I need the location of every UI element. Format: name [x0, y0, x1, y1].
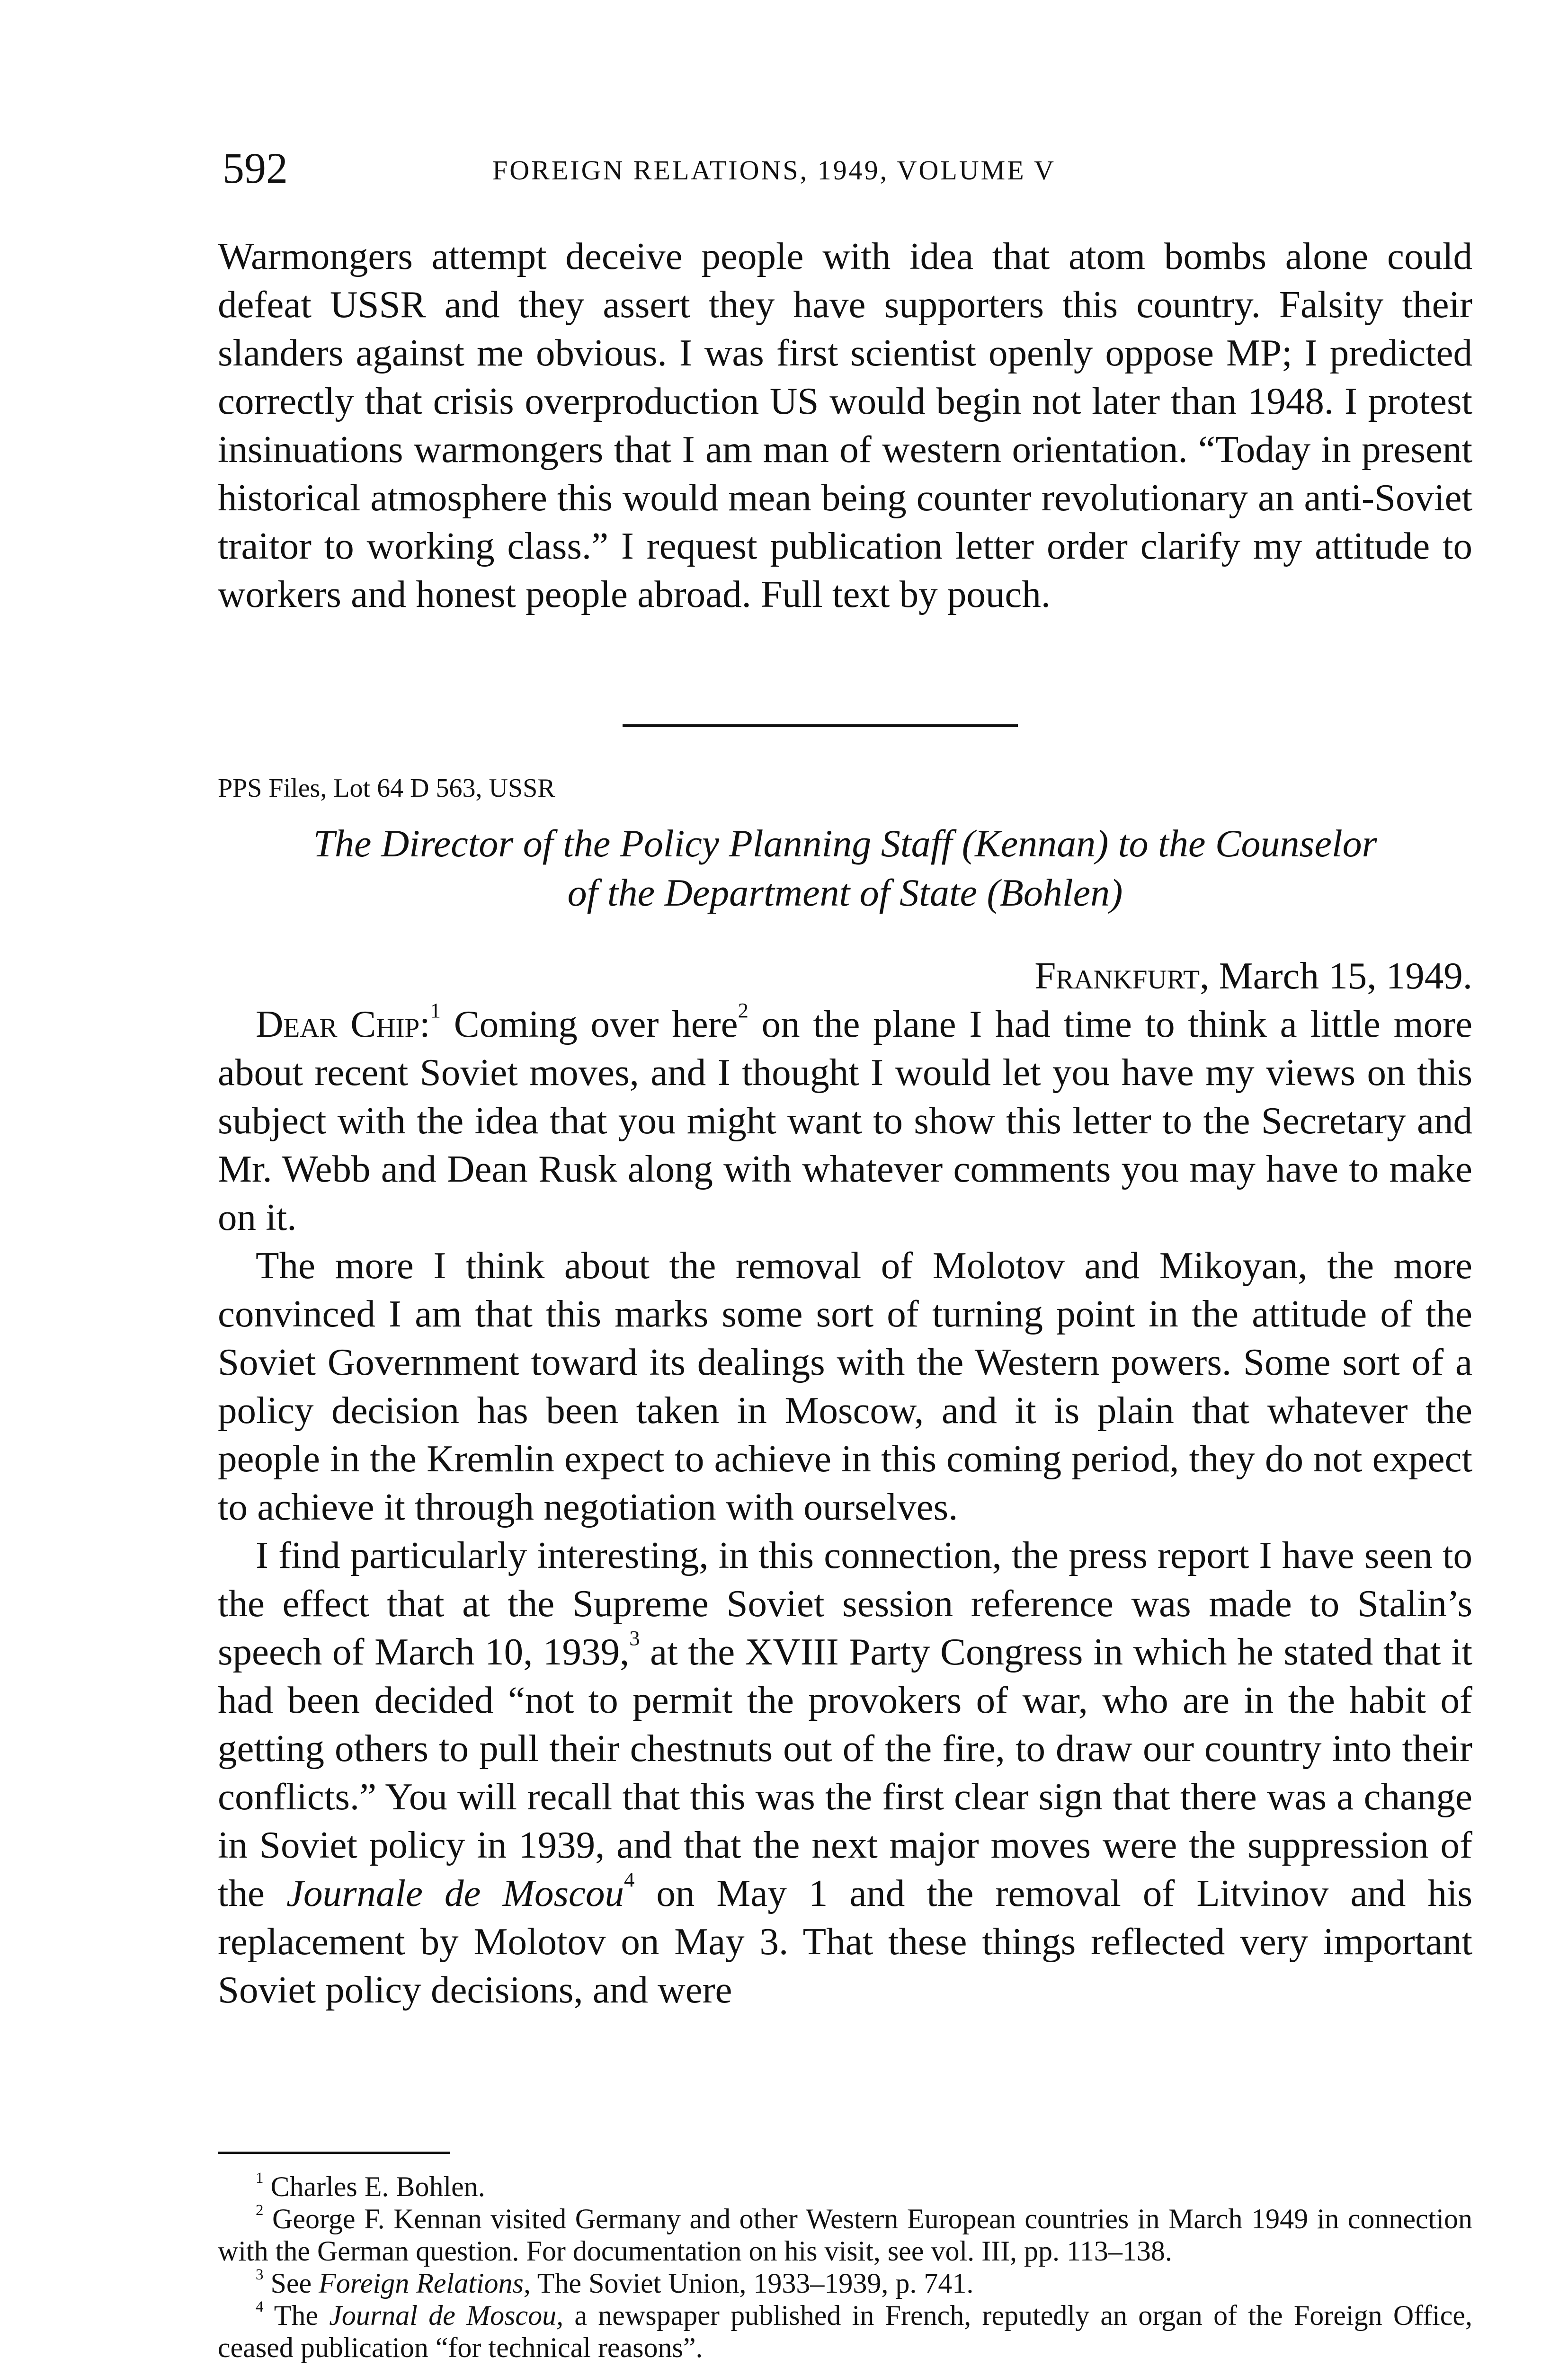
salutation: Dear Chip:	[256, 1003, 430, 1045]
footnote-4-text-b: a newspaper published in French, reputedly an organ of the Foreign Office, ceased publication “for technical reasons”.	[218, 2300, 1472, 2363]
footnote-1	[218, 2171, 1472, 2203]
paragraph-3-text-c: on May 1 and the removal of Litvinov and his replacement by Molotov on May 3. That these things reflected very important Soviet policy decisions, and were	[218, 1872, 1472, 2011]
footnote-4-text-a: The	[274, 2300, 318, 2331]
page-number: 592	[223, 144, 288, 192]
paragraph-1-text-b: on the plane I had time to think a little more about recent Soviet moves, and I thought I would let you have my views on this subject with the idea that you might want to show this letter to the Secretary and Mr. Webb and Dean Rusk along with whatever comments you may have to make on it.	[218, 1003, 1473, 1238]
paragraph-1	[218, 1000, 1472, 1241]
footnote-ref-3: 3	[629, 1626, 640, 1650]
footnotes	[218, 2171, 1472, 2364]
footnote-3-marker: 3	[256, 2266, 264, 2283]
footnote-4-italic: Journal de Moscou,	[329, 2300, 564, 2331]
running-head	[223, 142, 1468, 194]
paragraph-3	[218, 1531, 1472, 2014]
footnote-ref-2: 2	[738, 998, 748, 1022]
document-title-line-2: of the Department of State (Bohlen)	[567, 871, 1123, 914]
paragraph-3-text-a: I find particularly interesting, in this connection, the press report I have seen to the effect that at the Supreme Soviet session reference was made to Stalin’s speech of March 10, 1939,	[218, 1534, 1472, 1673]
dateline	[218, 952, 1472, 1000]
footnote-2-text: George F. Kennan visited Germany and other Western European countries in March 1949 in connection with the German question. For documentation on his visit, see vol. III, pp. 113–138.	[218, 2203, 1473, 2267]
source-note: PPS Files, Lot 64 D 563, USSR	[218, 774, 555, 803]
footnote-rule	[218, 2152, 450, 2154]
footnote-1-text: Charles E. Bohlen.	[270, 2171, 485, 2202]
document-title	[218, 819, 1472, 917]
footnote-ref-4: 4	[624, 1868, 635, 1891]
document-title-line-1: The Director of the Policy Planning Staff (Kennan) to the Counselor	[313, 822, 1377, 865]
footnote-2	[218, 2203, 1472, 2267]
footnote-1-marker: 1	[256, 2170, 264, 2187]
footnote-3	[218, 2267, 1472, 2299]
footnote-3-text-a: See	[270, 2268, 312, 2299]
footnote-4	[218, 2299, 1472, 2364]
footnote-4-marker: 4	[256, 2298, 264, 2315]
footnote-3-text-b: The Soviet Union, 1933–1939, p. 741.	[537, 2268, 974, 2299]
letter-body	[218, 1000, 1472, 2014]
telegram-continuation: Warmongers attempt deceive people with idea that atom bombs alone could defeat USSR and they assert they have supporters this country. Falsity their slanders against me obvious. I was first scientist openly oppose MP; I predicted correctly that crisis overproduction US would begin not later than 1948. I protest insinuations warmongers that I am man of western orientation. “Today in present historical atmosphere this would mean being counter revolutionary an anti-Soviet traitor to working class.” I request publication letter order clarify my attitude to workers and honest people abroad. Full text by pouch.	[218, 235, 1472, 615]
section-divider	[623, 724, 1018, 727]
footnote-2-marker: 2	[256, 2202, 264, 2219]
paragraph-2: The more I think about the removal of Molotov and Mikoyan, the more convinced I am that this marks some sort of turning point in the attitude of the Soviet Government toward its dealings with the Western powers. Some sort of a policy decision has been taken in Moscow, and it is plain that whatever the people in the Kremlin expect to achieve in this coming period, they do not expect to achieve it through negotiation with ourselves.	[218, 1244, 1472, 1528]
journal-title: Journale de Moscou	[286, 1872, 624, 1914]
footnote-3-italic: Foreign Relations,	[319, 2268, 531, 2299]
dateline-place: Frankfurt,	[1034, 954, 1210, 997]
dateline-date: March 15, 1949.	[1219, 954, 1472, 997]
footnote-ref-1: 1	[430, 998, 441, 1022]
paragraph-1-text-a: Coming over here	[454, 1003, 738, 1045]
running-title: FOREIGN RELATIONS, 1949, VOLUME V	[492, 155, 1056, 186]
paragraph-3-text-b: at the XVIII Party Congress in which he stated that it had been decided “not to permit the provokers of war, who are in the habit of getting others to pull their chestnuts out of the fire, to draw our country into their conflicts.” You will recall that this was the first clear sign that there was a change in Soviet policy in 1939, and that the next major moves were the suppression of the	[218, 1630, 1473, 1914]
